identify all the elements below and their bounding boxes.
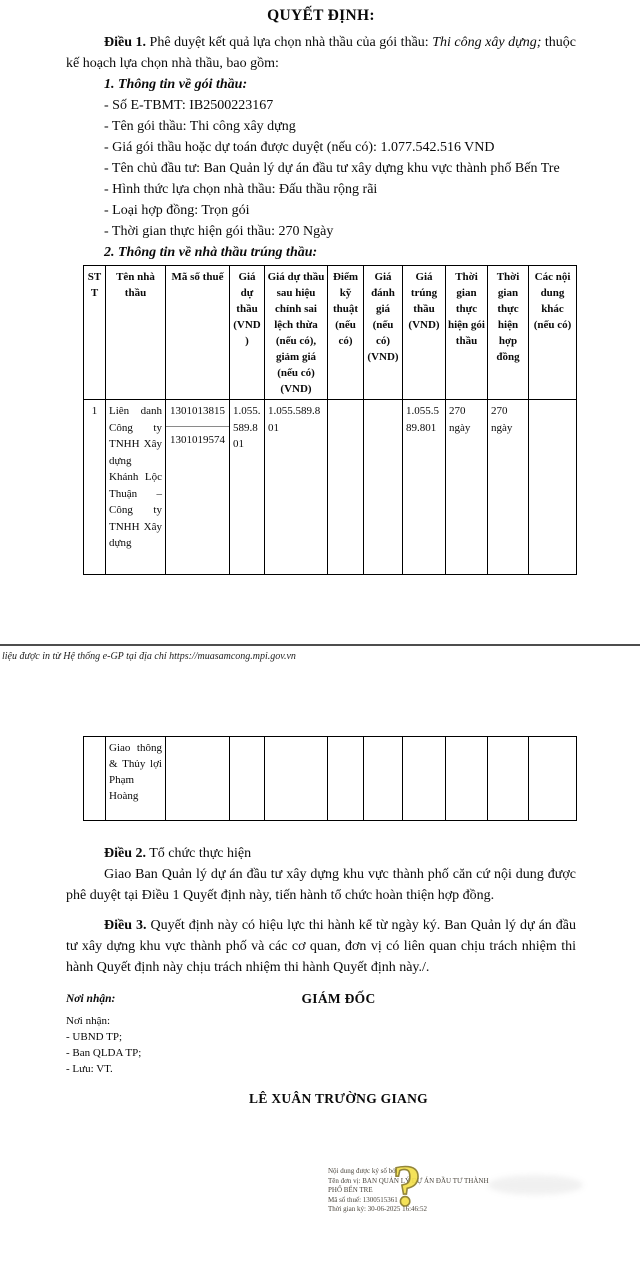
recipients-subheading: Nơi nhận: — [66, 1015, 111, 1027]
director-title: GIÁM ĐỐC — [301, 991, 376, 1006]
cell-technical-score-cont — [328, 737, 364, 821]
col-header-stt: STT — [84, 266, 106, 400]
tax-code-2: 1301019574 — [170, 433, 225, 446]
package-info-list — [66, 95, 576, 242]
svg-text:?: ? — [392, 1157, 422, 1217]
cell-winning-price: 1.055.589.801 — [403, 400, 446, 575]
col-header-bidder-name: Tên nhà thầu — [106, 266, 166, 400]
article-1-text-after: thuộc kế hoạch lựa chọn nhà thầu, bao gồm: — [66, 35, 576, 71]
article-2-title-text: Tổ chức thực hiện — [146, 846, 252, 861]
article-3-text: Quyết định này có hiệu lực thi hành kể từ ngày ký. Ban Quản lý dự án đầu tư xây dựng khu vực thành phố và các cơ quan, đơn vị có liên quan chịu trách nhiệm thi hành Quyết định này chịu trách nhiệm thi hành Quyết định này./. — [66, 918, 576, 975]
col-header-evaluated-price: Giá đánh giá (nếu có) (VND) — [364, 266, 403, 400]
package-info-item-method: - Hình thức lựa chọn nhà thầu: Đấu thầu rộng rãi — [104, 182, 378, 197]
package-info-item-contract-type: - Loại hợp đồng: Trọn gói — [104, 203, 250, 218]
cell-package-duration: 270 ngày — [446, 400, 488, 575]
article-3-label: Điều 3. — [104, 918, 147, 933]
director-name: LÊ XUÂN TRƯỜNG GIANG — [249, 1091, 428, 1106]
table-header-row — [84, 266, 577, 400]
cell-bid-price: 1.055.589.801 — [230, 400, 265, 575]
section-1-heading: 1. Thông tin về gói thầu: — [104, 77, 248, 92]
package-name-italic: Thi công xây dựng; — [432, 35, 542, 50]
cell-other-cont — [529, 737, 577, 821]
cell-contract-duration-cont — [488, 737, 529, 821]
signature-line-unit-2: PHỐ BẾN TRE — [328, 1186, 373, 1194]
col-header-package-duration: Thời gian thực hiện gói thầu — [446, 266, 488, 400]
recipient-item-qlda: - Ban QLDA TP; — [66, 1047, 142, 1059]
package-info-item-tbmt: - Số E-TBMT: IB2500223167 — [104, 98, 274, 113]
recipient-item-luu: - Lưu: VT. — [66, 1063, 113, 1075]
article-2-body: Giao Ban Quản lý dự án đầu tư xây dựng khu vực thành phố căn cứ nội dung được phê duyệt tại Điều 1 Quyết định này, tiến hành tổ chức hoàn thiện hợp đồng. — [66, 867, 576, 903]
bid-results-table — [83, 265, 577, 575]
recipients-heading: Nơi nhận: — [66, 993, 116, 1005]
signature-line-tax-code: Mã số thuế: 1300515361 — [328, 1195, 398, 1204]
signature-artifact — [488, 1175, 583, 1195]
print-footer-note: liệu được in từ Hệ thống e-GP tại địa chỉ https://muasamcong.mpi.gov.vn — [2, 651, 296, 662]
package-info-item-investor: - Tên chủ đầu tư: Ban Quản lý dự án đầu tư xây dựng khu vực thành phố Bến Tre — [104, 161, 560, 176]
col-header-contract-duration: Thời gian thực hiện hợp đồng — [488, 266, 529, 400]
article-3-paragraph — [66, 915, 576, 978]
signature-line-unit: Tên đơn vị: BAN QUẢN LÝ DỰ ÁN ĐẦU TƯ THÀNH — [328, 1176, 489, 1185]
cell-adjusted-price: 1.055.589.801 — [265, 400, 328, 575]
col-header-tax-code: Mã số thuế — [166, 266, 230, 400]
question-mark-icon — [384, 1157, 430, 1217]
package-info-item-name: - Tên gói thầu: Thi công xây dựng — [104, 119, 296, 134]
article-2-heading — [66, 843, 576, 864]
digital-signature-stamp — [328, 1157, 543, 1217]
bidder-row — [84, 400, 577, 575]
col-header-bid-price: Giá dự thầu (VND) — [230, 266, 265, 400]
tax-code-divider — [166, 426, 229, 427]
cell-bidder-name: Liên danh Công ty TNHH Xây dựng Khánh Lộc Thuận – Công ty TNHH Xây dựng — [106, 400, 166, 575]
document-title: QUYẾT ĐỊNH: — [267, 7, 375, 24]
cell-contract-duration: 270 ngày — [488, 400, 529, 575]
bid-results-table-continued — [83, 736, 577, 821]
cell-evaluated-price-cont — [364, 737, 403, 821]
cell-adjusted-price-cont — [265, 737, 328, 821]
cell-technical-score — [328, 400, 364, 575]
cell-stt-cont — [84, 737, 106, 821]
package-info-item-duration: - Thời gian thực hiện gói thầu: 270 Ngày — [104, 224, 334, 239]
article-1-text: Phê duyệt kết quả lựa chọn nhà thầu của gói thầu: — [146, 35, 433, 50]
cell-evaluated-price — [364, 400, 403, 575]
page-2 — [0, 736, 640, 1171]
article-1-paragraph — [66, 32, 576, 74]
article-1-label: Điều 1. — [104, 35, 147, 50]
cell-tax-cont — [166, 737, 230, 821]
signature-line-signed-by: Nội dung được ký số bởi: — [328, 1167, 400, 1175]
cell-tax-codes — [166, 400, 230, 575]
section-2-heading: 2. Thông tin về nhà thầu trúng thầu: — [104, 245, 318, 260]
signer-block — [66, 991, 576, 1107]
cell-other-contents — [529, 400, 577, 575]
recipient-item-ubnd: - UBND TP; — [66, 1031, 123, 1043]
col-header-technical-score: Điểm kỹ thuật (nếu có) — [328, 266, 364, 400]
package-info-item-price: - Giá gói thầu hoặc dự toán được duyệt (nếu có): 1.077.542.516 VND — [104, 140, 495, 155]
cell-bidder-name-cont: Giao thông & Thủy lợi Phạm Hoàng — [106, 737, 166, 821]
tax-code-1: 1301013815 — [170, 405, 225, 417]
col-header-other: Các nội dung khác (nếu có) — [529, 266, 577, 400]
article-2-label: Điều 2. — [104, 846, 146, 861]
cell-package-duration-cont — [446, 737, 488, 821]
signature-section — [66, 991, 576, 1171]
signature-line-sign-time: Thời gian ký: 30-06-2025 16:46:52 — [328, 1205, 427, 1213]
col-header-winning-price: Giá trúng thầu (VND) — [403, 266, 446, 400]
bidder-row-continued — [84, 737, 577, 821]
col-header-adjusted-price: Giá dự thầu sau hiệu chỉnh sai lệch thừa (nếu có), giảm giá (nếu có) (VND) — [265, 266, 328, 400]
cell-winning-price-cont — [403, 737, 446, 821]
cell-bid-price-cont — [230, 737, 265, 821]
cell-stt: 1 — [84, 400, 106, 575]
